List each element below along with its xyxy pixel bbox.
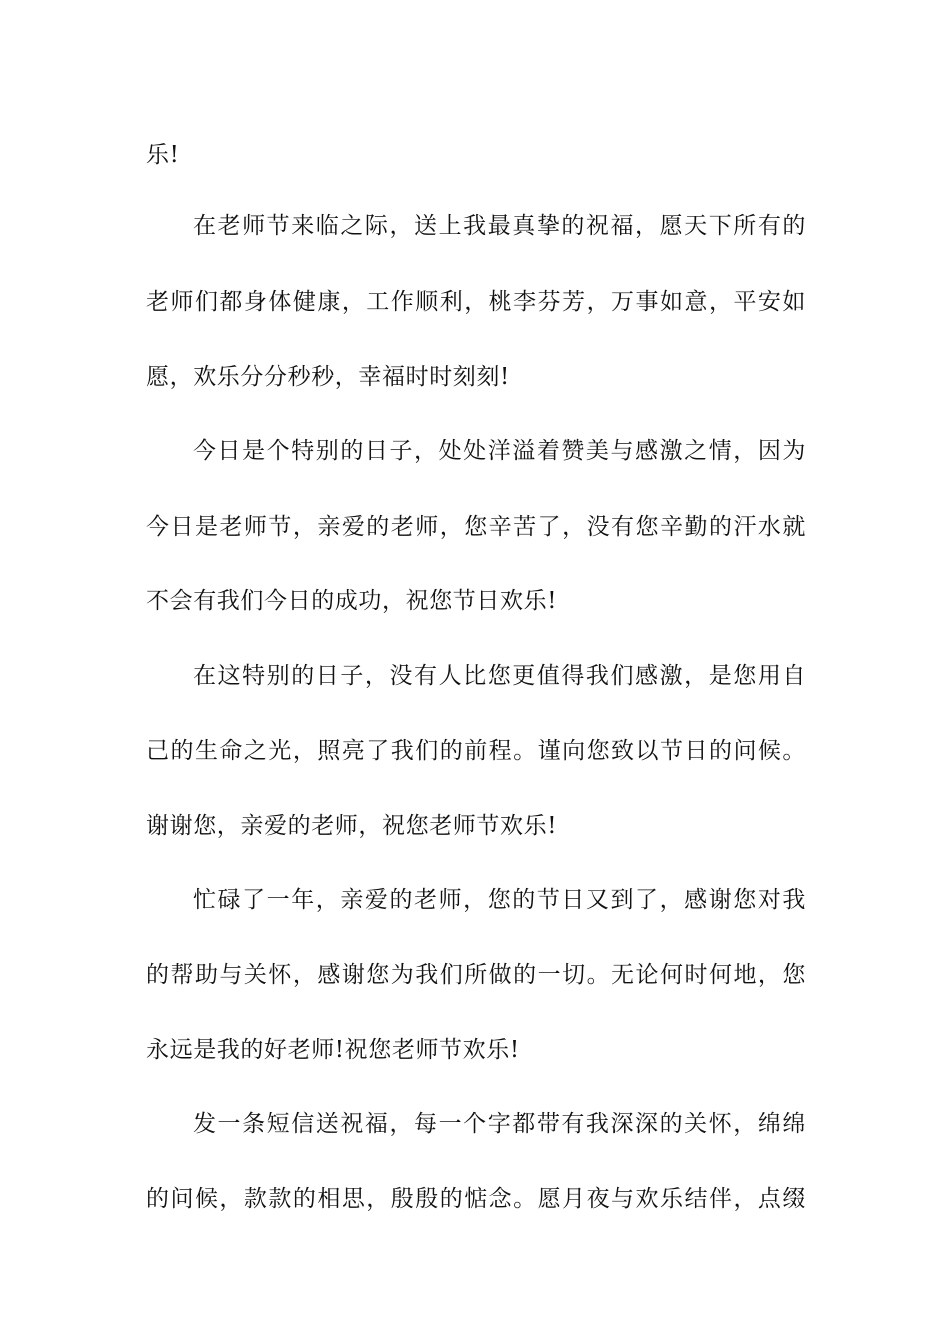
text-line-5: 今日是个特别的日子，处处洋溢着赞美与感激之情，因为 [193, 438, 806, 464]
text-line-12: 的帮助与关怀，感谢您为我们所做的一切。无论何时何地，您 [146, 962, 806, 988]
text-line-9: 己的生命之光，照亮了我们的前程。谨向您致以节日的问候。 [146, 738, 806, 764]
text-line-6: 今日是老师节，亲爱的老师，您辛苦了，没有您辛勤的汗水就 [146, 514, 806, 540]
text-line-11: 忙碌了一年，亲爱的老师，您的节日又到了，感谢您对我 [193, 887, 806, 913]
text-line-13: 永远是我的好老师!祝您老师节欢乐! [146, 1037, 520, 1063]
text-line-3: 老师们都身体健康，工作顺利，桃李芬芳，万事如意，平安如 [146, 289, 806, 315]
text-line-14: 发一条短信送祝福，每一个字都带有我深深的关怀，绵绵 [193, 1111, 806, 1137]
text-line-10: 谢谢您，亲爱的老师，祝您老师节欢乐! [146, 813, 558, 839]
text-line-2: 在老师节来临之际，送上我最真挚的祝福，愿天下所有的 [193, 213, 806, 239]
text-line-8: 在这特别的日子，没有人比您更值得我们感激，是您用自 [193, 663, 806, 689]
text-line-4: 愿，欢乐分分秒秒，幸福时时刻刻! [146, 364, 510, 390]
text-line-15: 的问候，款款的相思，殷殷的惦念。愿月夜与欢乐结伴，点缀 [146, 1186, 806, 1212]
text-line-7: 不会有我们今日的成功，祝您节日欢乐! [146, 588, 558, 614]
text-line-1: 乐! [146, 142, 180, 168]
